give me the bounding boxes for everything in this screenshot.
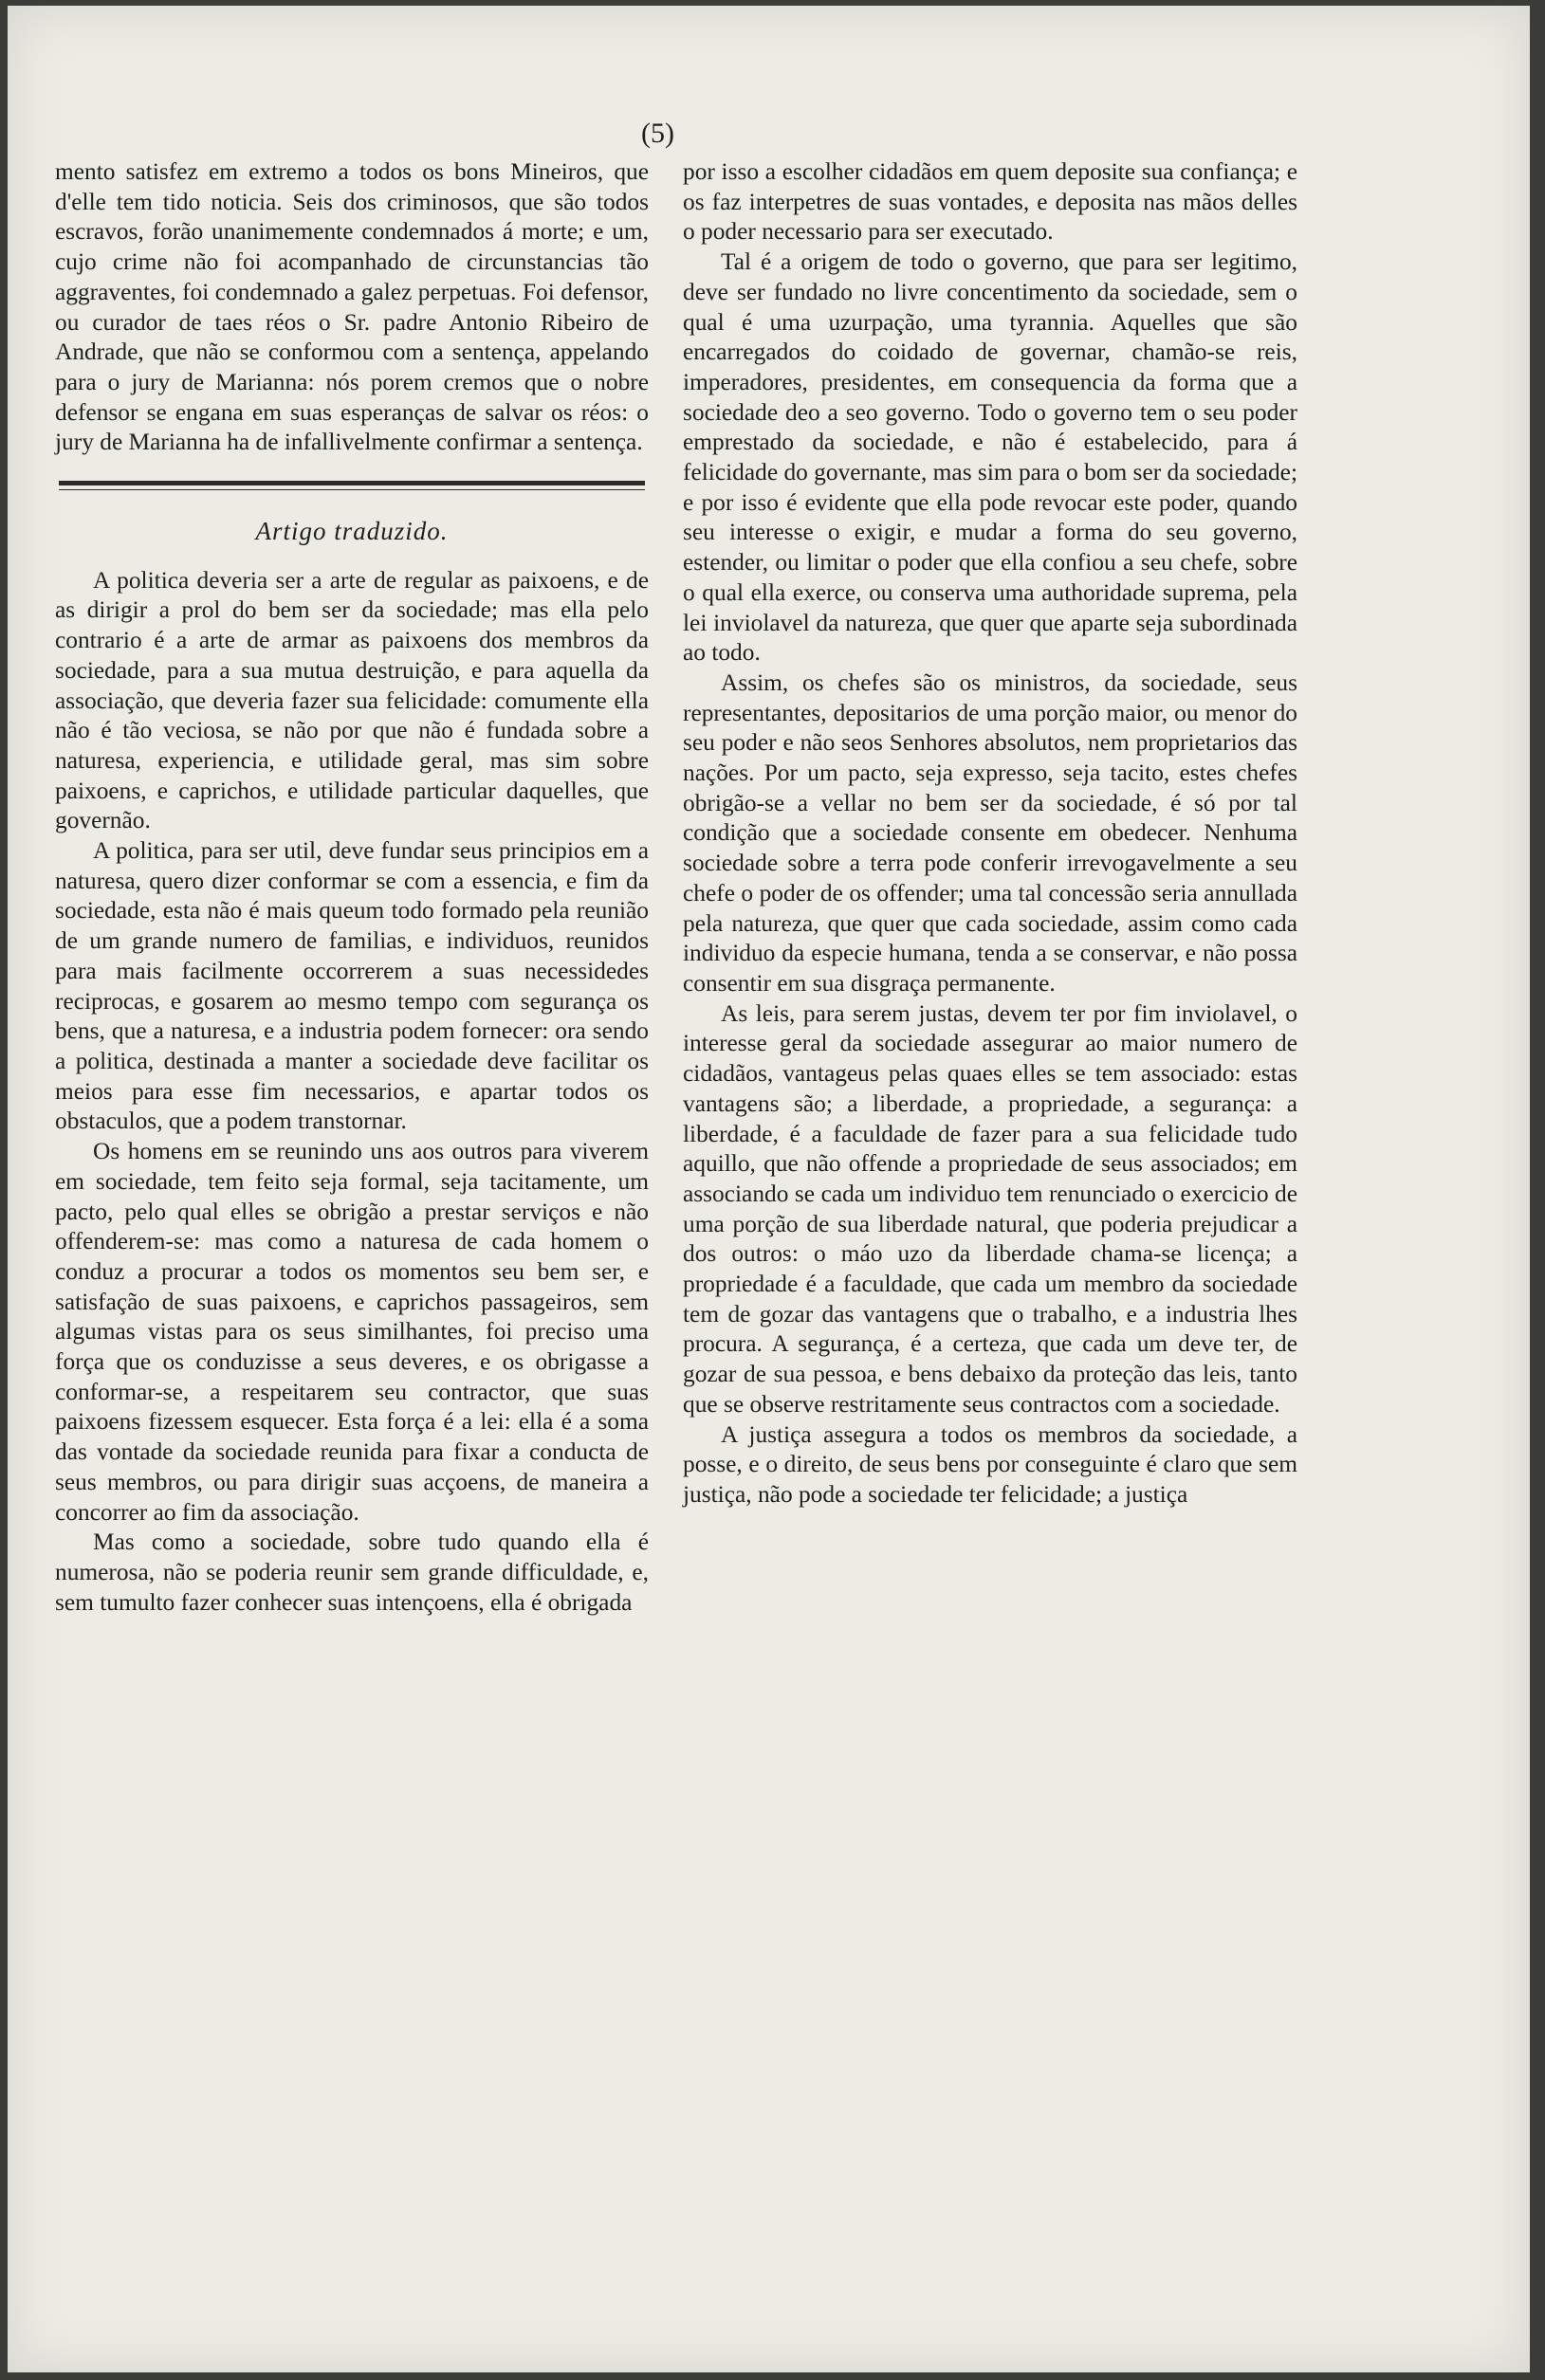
paragraph: A justiça assegura a todos os membros da sociedade, a posse, e o direito, de seus bens por conseguinte é claro que sem justiça, não pode a sociedade ter felicidade; a justiça	[683, 1420, 1297, 1508]
section-title: Artigo traduzido.	[255, 517, 449, 546]
section-divider	[59, 481, 645, 490]
intro-paragraph: mento satisfez em extremo a todos os bons Mineiros, que d'elle tem tido noticia. Seis dos criminosos, que são todos escravos, forão unanimemente condemnados á morte; e um, cujo crime não foi acompanhado de circunstancias tão aggraventes, foi condemnado a galez perpetuas. Foi defensor, ou curador de taes réos o Sr. padre Antonio Ribeiro de Andrade, que não se conformou com a sentença, appelando para o jury de Marianna: nós porem cremos que o nobre defensor se engana em suas esperanças de salvar os réos: o jury de Marianna ha de infallivelmente confirmar a sentença.	[55, 158, 649, 456]
right-column	[683, 157, 1297, 1510]
paragraph: Assim, os chefes são os ministros, da sociedade, seus representantes, depositarios de uma porção maior, ou menor do seu poder e não seos Senhores absolutos, nem proprietarios das nações. Por um pacto, seja expresso, seja tacito, estes chefes obrigão-se a vellar no bem ser da sociedade, é só por tal condição que a sociedade consente em obedecer. Nenhuma sociedade sobre a terra pode conferir irrevogavelmente a seu chefe o poder de os offender; uma tal concessão seria annullada pela natureza, que quer que cada sociedade, assim como cada individuo da especie humana, tenda a se conservar, e não possa consentir em sua disgraça permanente.	[683, 668, 1297, 997]
newspaper-page	[8, 6, 1530, 2372]
paragraph: A politica, para ser util, deve fundar seus principios em a naturesa, quero dizer conformar se com a essencia, e fim da sociedade, esta não é mais queum todo formado pela reunião de um grande numero de familias, e individuos, reunidos para mais facilmente occorrerem a suas necessidedes reciprocas, e gosarem ao mesmo tempo com segurança os bens, que a naturesa, e a industria podem fornecer: ora sendo a politica, destinada a manter a sociedade deve facilitar os meios para esse fim necessarios, e apartar todos os obstaculos, que a podem transtornar.	[55, 837, 649, 1135]
paragraph: Mas como a sociedade, sobre tudo quando ella é numerosa, não se poderia reunir sem grande difficuldade, e, sem tumulto fazer conhecer suas intençoens, ella é obrigada	[55, 1529, 649, 1616]
page-number: (5)	[641, 118, 674, 149]
paragraph: por isso a escolher cidadãos em quem deposite sua confiança; e os faz interpetres de suas vontades, e deposita nas mãos delles o poder necessario para ser executado.	[683, 158, 1297, 246]
paragraph: Os homens em se reunindo uns aos outros para viverem em sociedade, tem feito seja formal, seja tacitamente, um pacto, pelo qual elles se obrigão a prestar serviços e não offenderem-se: mas como a naturesa de cada homem o conduz a procurar a todos os momentos seu bem ser, e satisfação de suas paixoens, e caprichos passageiros, sem algumas vistas para os seus similhantes, foi preciso uma força que os conduzisse a seus deveres, e os obrigasse a conformar-se, a respeitarem seu contractor, que suas paixoens fizessem esquecer. Esta força é a lei: ella é a soma das vontade da sociedade reunida para fixar a conducta de seus membros, ou para dirigir suas acçoens, de maneira a concorrer ao fim da associação.	[55, 1138, 649, 1526]
paragraph: As leis, para serem justas, devem ter por fim inviolavel, o interesse geral da sociedade assegurar ao maior numero de cidadãos, vantageus pelas quaes elles se tem associado: estas vantagens são; a liberdade, a propriedade, a segurança: a liberdade, é a faculdade de fazer para a sua felicidade tudo aquillo, que não offende a propriedade de seus associados; em associando se cada um individuo tem renunciado o exercicio de uma porção de sua liberdade natural, que poderia prejudicar a dos outros: o máo uzo da liberdade chama-se licença; a propriedade é a faculdade, que cada um membro da sociedade tem de gozar das vantagens que o trabalho, e a industria lhes procura. A segurança, é a certeza, que cada um deve ter, de gozar de sua pessoa, e bens debaixo da proteção das leis, tanto que se observe restritamente seus contractos com a sociedade.	[683, 999, 1297, 1418]
left-column	[55, 157, 649, 1618]
paragraph: Tal é a origem de todo o governo, que para ser legitimo, deve ser fundado no livre concentimento da sociedade, sem o qual é uma uzurpação, uma tyrannia. Aquelles que são encarregados do coidado de governar, chamão-se reis, imperadores, presidentes, em consequencia da forma que a sociedade deo a seo governo. Todo o governo tem o seu poder emprestado da sociedade, e não é estabelecido, para á felicidade do governante, mas sim para o bom ser da sociedade; e por isso é evidente que ella pode revocar este poder, quando seu interesse o exigir, e mudar a forma do seu governo, estender, ou limitar o poder que ella confiou a seu chefe, sobre o qual ella exerce, ou conserva uma authoridade suprema, pela lei inviolavel da natureza, que quer que aparte seja subordinada ao todo.	[683, 248, 1297, 667]
paragraph: A politica deveria ser a arte de regular as paixoens, e de as dirigir a prol do bem ser da sociedade; mas ella pelo contrario é a arte de armar as paixoens dos membros da sociedade, para a sua mutua destruição, e para aquella da associação, que deveria fazer sua felicidade: comumente ella não é tão veciosa, se não por que não é fundada sobre a naturesa, experiencia, e utilidade geral, mas sim sobre paixoens, e caprichos, e utilidade particular daquelles, que governão.	[55, 566, 649, 834]
